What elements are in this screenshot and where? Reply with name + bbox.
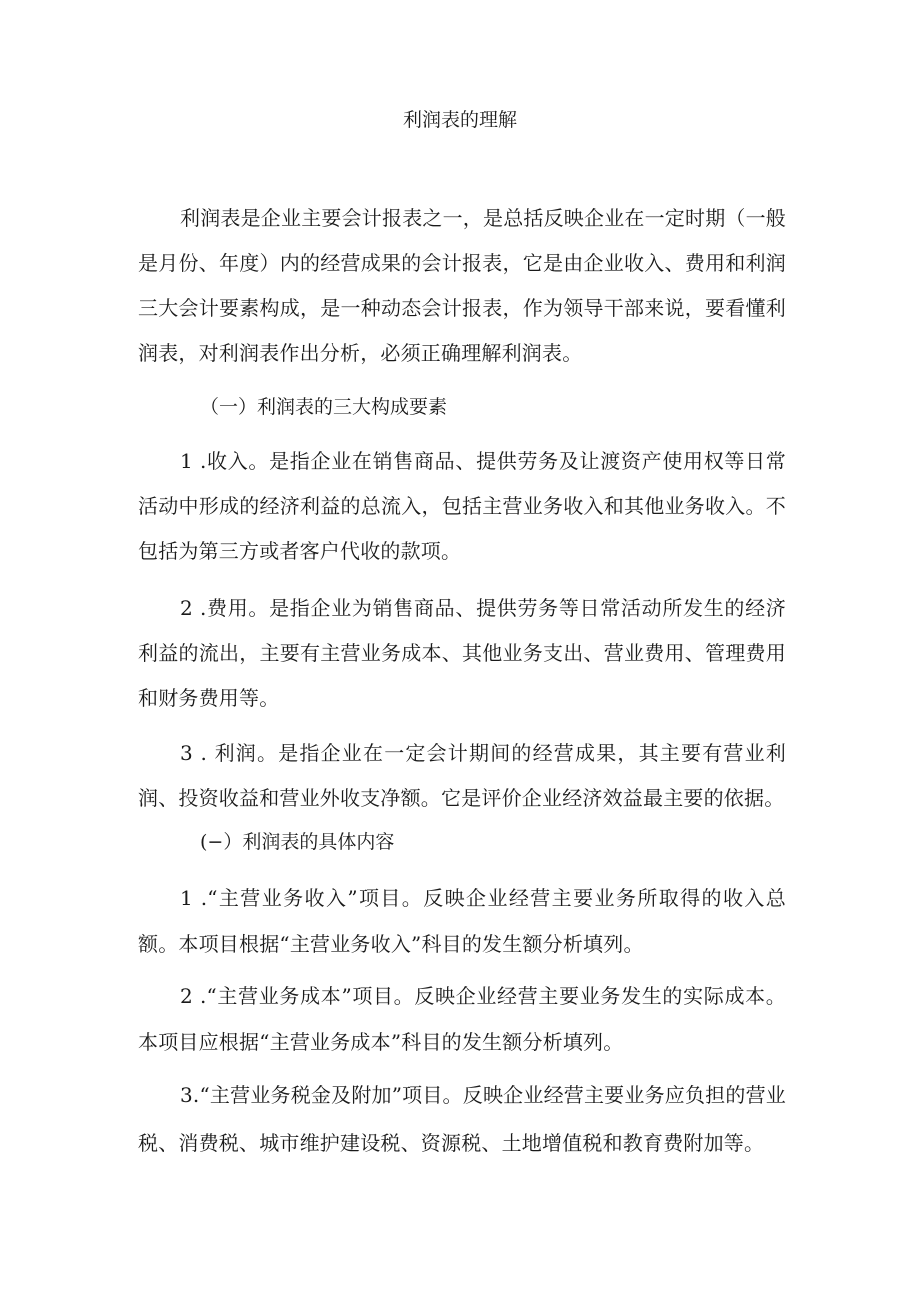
section-1-item-1: 1 .收入。是指企业在销售商品、提供劳务及让渡资产使用权等日常活动中形成的经济利益的总流入，包括主营业务收入和其他业务收入。不包括为第三方或者客户代收的款项。	[138, 449, 786, 563]
document-title: 利润表的理解	[402, 109, 517, 131]
section-1-item-3: 3 . 利润。是指企业在一定会计期间的经营成果，其主要有营业利润、投资收益和营业外收支净额。它是评价企业经济效益最主要的依据。	[138, 741, 786, 810]
section-2-item-2: 2 .“主营业务成本”项目。反映企业经营主要业务发生的实际成本。本项目应根据“主营业务成本”科目的发生额分析填列。	[138, 984, 786, 1054]
section-2-item-3: 3.“主营业务税金及附加”项目。反映企业经营主要业务应负担的营业税、消费税、城市维护建设税、资源税、土地增值税和教育费附加等。	[138, 1083, 786, 1155]
section-2-item-1: 1 .“主营业务收入”项目。反映企业经营主要业务所取得的收入总额。本项目根据“主营业务收入”科目的发生额分析填列。	[138, 886, 786, 956]
intro-paragraph: 利润表是企业主要会计报表之一，是总括反映企业在一定时期（一般是月份、年度）内的经营成果的会计报表，它是由企业收入、费用和利润三大会计要素构成，是一种动态会计报表，作为领导干部来说，要看懂利润表，对利润表作出分析，必须正确理解利润表。	[138, 206, 786, 365]
section-1-heading: （一）利润表的三大构成要素	[200, 396, 448, 418]
section-1-item-2: 2 .费用。是指企业为销售商品、提供劳务等日常活动所发生的经济利益的流出，主要有主营业务成本、其他业务支出、营业费用、管理费用和财务费用等。	[138, 596, 786, 710]
section-2-heading: (−）利润表的具体内容	[200, 831, 395, 853]
